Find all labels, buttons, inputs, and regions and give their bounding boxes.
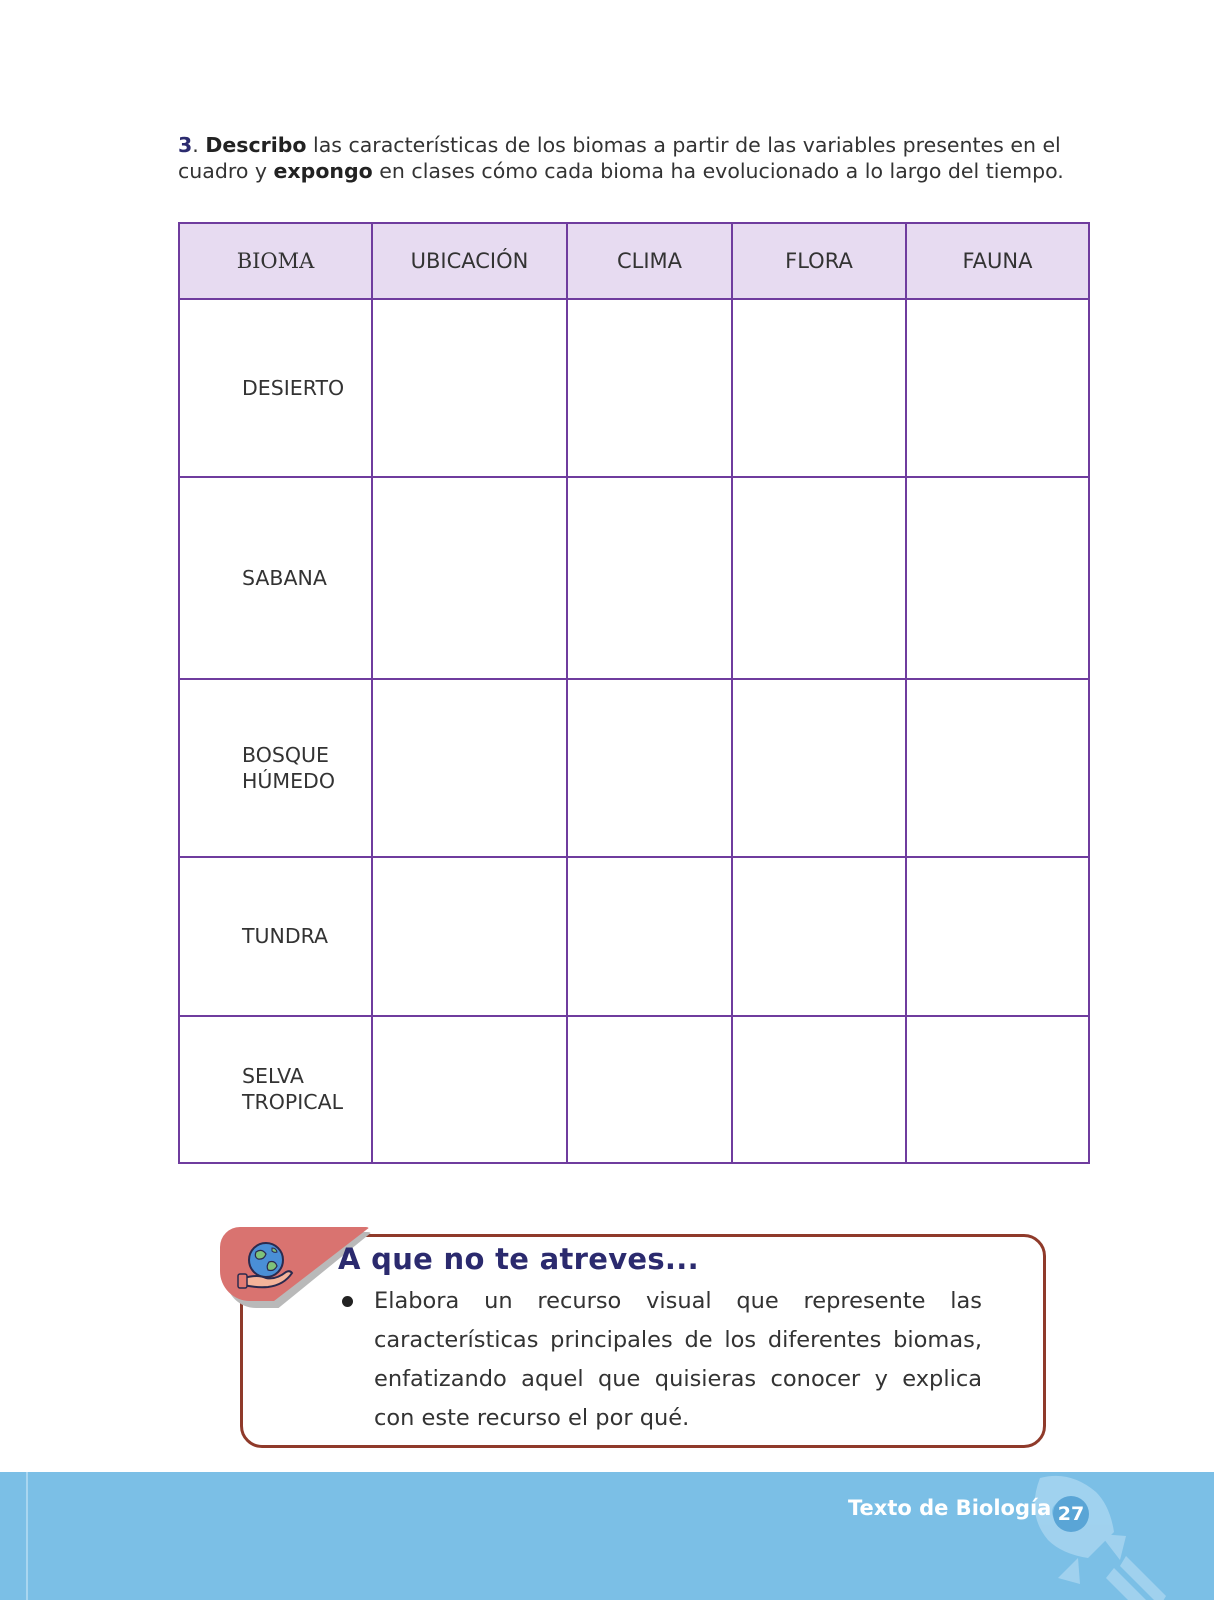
header-clima: CLIMA	[567, 223, 732, 299]
row-label-tundra	[179, 857, 372, 1015]
callout-title: A que no te atreves...	[338, 1242, 699, 1276]
answer-cell[interactable]	[732, 857, 906, 1015]
table-row	[179, 299, 1089, 477]
answer-cell[interactable]	[567, 1016, 732, 1163]
row-label-text: DESIERTO	[242, 376, 345, 401]
answer-cell[interactable]	[732, 299, 906, 477]
answer-cell[interactable]	[567, 299, 732, 477]
answer-cell[interactable]	[906, 299, 1089, 477]
instruction-paragraph	[178, 132, 1088, 184]
answer-cell[interactable]	[567, 857, 732, 1015]
row-label-text: SABANA	[242, 566, 327, 591]
instruction-text-1: las características de los biomas a partir de las variables presentes en el cuadro y	[178, 133, 1061, 183]
answer-cell[interactable]	[567, 679, 732, 857]
table-header-row	[179, 223, 1089, 299]
page-number-badge: 27	[1053, 1496, 1089, 1532]
row-label-text: BOSQUE HÚMEDO	[242, 743, 335, 794]
table-row	[179, 679, 1089, 857]
table-row	[179, 1016, 1089, 1163]
question-dot: .	[192, 133, 199, 157]
answer-cell[interactable]	[906, 857, 1089, 1015]
answer-cell[interactable]	[567, 477, 732, 678]
verb-describo: Describo	[205, 133, 307, 157]
row-label-sabana	[179, 477, 372, 678]
answer-cell[interactable]	[372, 477, 567, 678]
header-bioma: BIOMA	[179, 223, 372, 299]
header-flora: FLORA	[732, 223, 906, 299]
globe-in-hand-icon	[236, 1238, 296, 1290]
table-row	[179, 857, 1089, 1015]
row-label-selva-tropical	[179, 1016, 372, 1163]
answer-cell[interactable]	[906, 1016, 1089, 1163]
bullet-point	[342, 1296, 353, 1307]
answer-cell[interactable]	[372, 857, 567, 1015]
callout-bullet-text: Elabora un recurso visual que represente las características principales de los diferentes biomas, enfatizando aquel que quisieras conocer y explica con este recurso el por qué.	[374, 1288, 982, 1431]
header-fauna: FAUNA	[906, 223, 1089, 299]
table-row	[179, 477, 1089, 678]
answer-cell[interactable]	[732, 679, 906, 857]
answer-cell[interactable]	[372, 679, 567, 857]
row-label-bosque-humedo	[179, 679, 372, 857]
answer-cell[interactable]	[906, 477, 1089, 678]
row-label-text: TUNDRA	[242, 924, 329, 949]
header-ubicacion: UBICACIÓN	[372, 223, 567, 299]
question-number: 3	[178, 133, 193, 157]
answer-cell[interactable]	[372, 299, 567, 477]
verb-expongo: expongo	[273, 159, 373, 183]
answer-cell[interactable]	[906, 679, 1089, 857]
footer-divider	[26, 1472, 28, 1600]
rocket-icon	[1022, 1472, 1172, 1600]
row-label-text: SELVA TROPICAL	[242, 1064, 344, 1115]
answer-cell[interactable]	[732, 477, 906, 678]
answer-cell[interactable]	[732, 1016, 906, 1163]
instruction-text-2: en clases cómo cada bioma ha evolucionado a lo largo del tiempo.	[372, 159, 1064, 183]
row-label-desierto	[179, 299, 372, 477]
biomes-table	[178, 222, 1090, 1164]
book-title: Texto de Biología	[848, 1496, 1052, 1520]
answer-cell[interactable]	[372, 1016, 567, 1163]
